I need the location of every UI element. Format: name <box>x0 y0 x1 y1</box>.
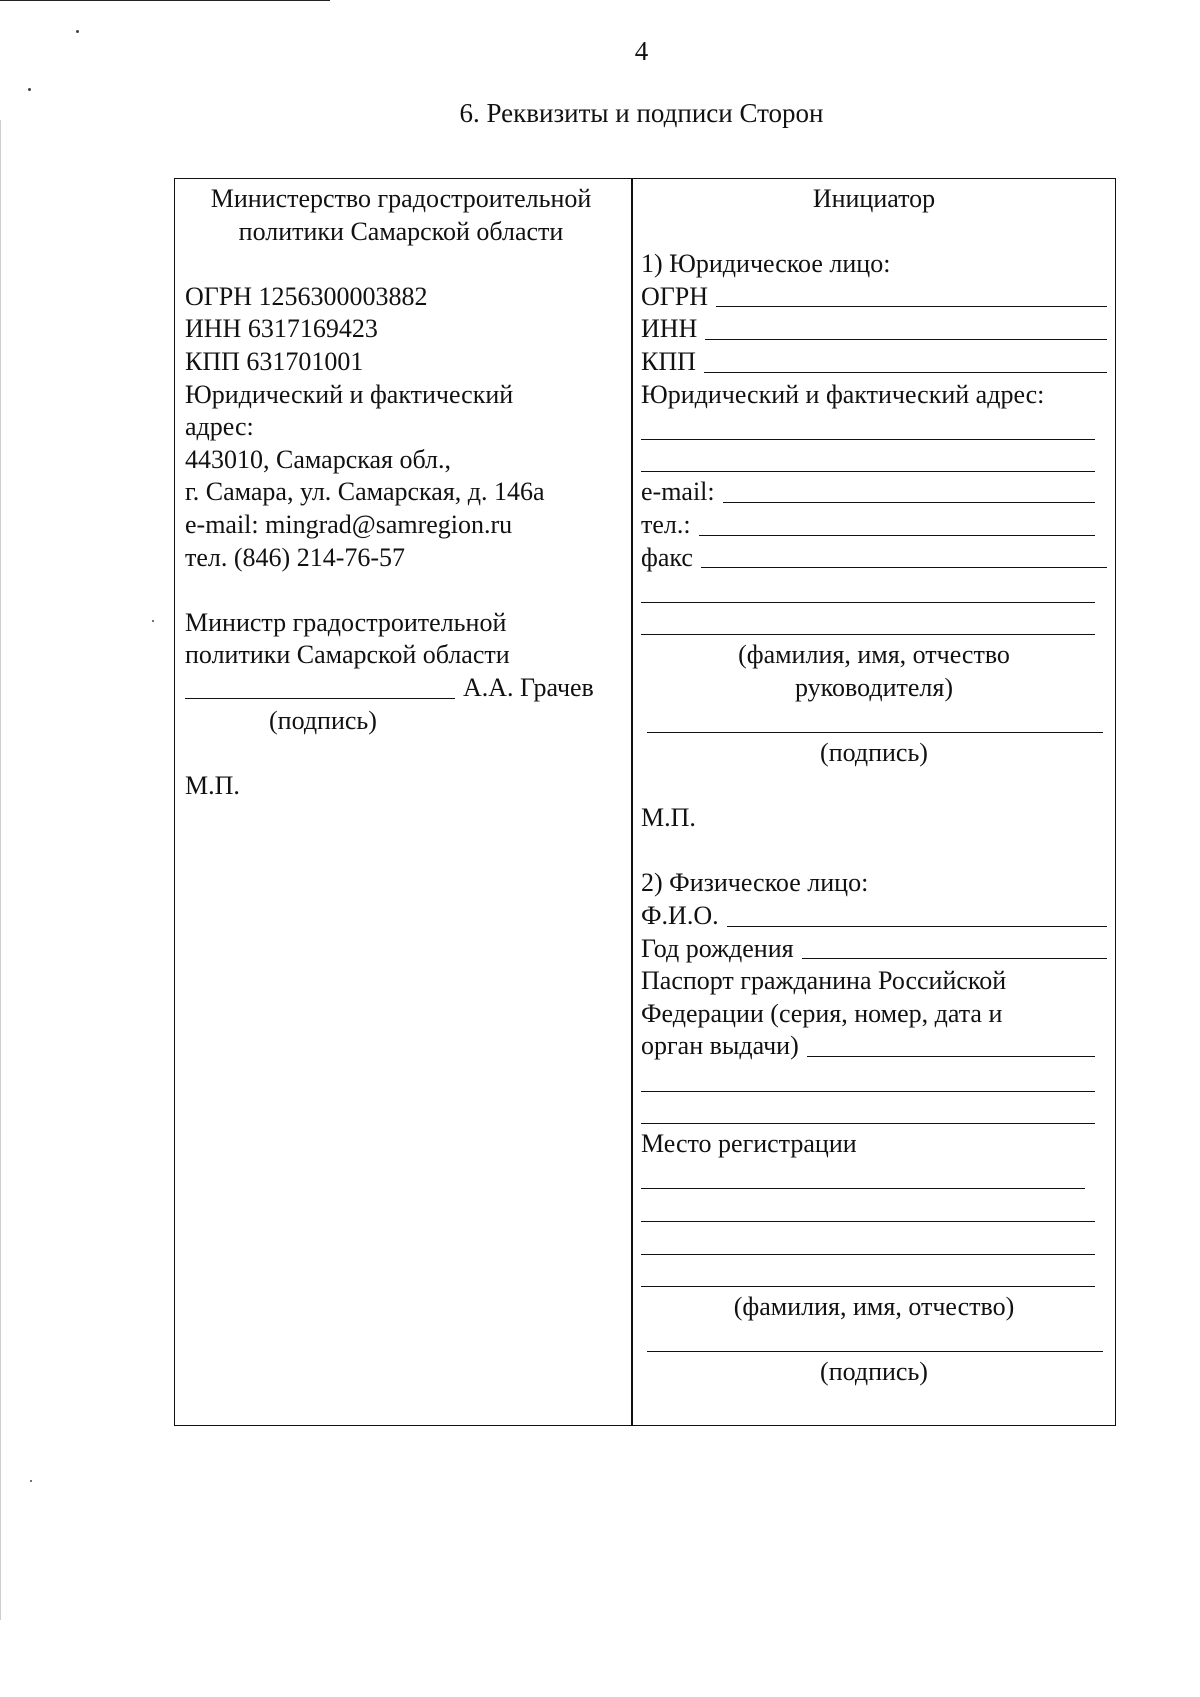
scan-speck <box>76 30 79 33</box>
individual-passport-blank[interactable] <box>807 1056 1095 1057</box>
individual-passport-blank-3[interactable] <box>641 1096 1107 1129</box>
individual-fio-field <box>641 900 1107 933</box>
individual-birth-year-label: Год рождения <box>641 933 794 963</box>
ministry-phone: тел. (846) 214-76-57 <box>185 542 406 572</box>
ministry-address-label-line1: Юридический и фактический <box>185 379 514 409</box>
ministry-stamp: М.П. <box>185 770 240 800</box>
legal-fax-blank[interactable] <box>701 567 1107 568</box>
individual-passport-field <box>641 1030 1107 1063</box>
legal-fax-field <box>641 542 1107 575</box>
individual-registration-blank-2[interactable] <box>641 1193 1107 1226</box>
ministry-address-line1: 443010, Самарская обл., <box>185 444 452 474</box>
legal-address-label: Юридический и фактический адрес: <box>641 379 1045 409</box>
individual-birth-year-field <box>641 933 1107 966</box>
legal-phone-blank[interactable] <box>699 535 1095 536</box>
ministry-inn: ИНН 6317169423 <box>185 314 378 344</box>
legal-kpp-label: КПП <box>641 346 696 376</box>
requisites-table <box>174 178 1116 1426</box>
legal-head-blank-1[interactable] <box>641 574 1107 607</box>
ministry-signer-line1: Министр градостроительной <box>185 607 507 637</box>
ministry-address-label-line2: адрес: <box>185 412 254 442</box>
scan-speck <box>30 1480 32 1482</box>
individual-name-caption: (фамилия, имя, отчество) <box>733 1292 1015 1322</box>
individual-registration-blank-3[interactable] <box>641 1226 1107 1259</box>
individual-registration-blank-1[interactable] <box>641 1161 1107 1194</box>
initiator-column <box>641 183 1107 1389</box>
spacer <box>185 737 617 770</box>
individual-passport-line2: Федерации (серия, номер, дата и <box>641 998 1003 1028</box>
individual-fio-label: Ф.И.О. <box>641 901 719 931</box>
individual-passport-line3: орган выдачи) <box>641 1031 799 1061</box>
legal-inn-label: ИНН <box>641 314 698 344</box>
spacer <box>641 770 1107 803</box>
page-number: 4 <box>634 36 649 66</box>
individual-registration-label: Место регистрации <box>641 1129 857 1159</box>
legal-head-blank-2[interactable] <box>641 607 1107 640</box>
individual-passport-blank-2[interactable] <box>641 1063 1107 1096</box>
legal-signature-caption: (подпись) <box>820 738 928 768</box>
individual-heading: 2) Физическое лицо: <box>641 868 869 898</box>
legal-inn-blank[interactable] <box>705 339 1107 340</box>
ministry-column <box>185 183 617 802</box>
legal-inn-field <box>641 313 1107 346</box>
column-divider <box>631 179 633 1425</box>
ministry-name-line1: Министерство градостроительной <box>210 184 592 213</box>
legal-ogrn-blank[interactable] <box>716 306 1107 307</box>
scan-speck <box>28 88 31 91</box>
scan-left-edge <box>0 120 1 1620</box>
legal-address-blank-1[interactable] <box>641 411 1107 444</box>
legal-fax-label: факс <box>641 542 693 572</box>
ministry-ogrn: ОГРН 1256300003882 <box>185 281 428 311</box>
spacer <box>185 248 617 281</box>
individual-signature-caption: (подпись) <box>820 1357 928 1387</box>
legal-head-caption-line2: руководителя) <box>795 672 953 702</box>
legal-entity-heading: 1) Юридическое лицо: <box>641 249 891 279</box>
legal-signature-blank[interactable] <box>641 705 1107 738</box>
individual-passport-line1: Паспорт гражданина Российской <box>641 966 1007 996</box>
spacer <box>641 216 1107 249</box>
legal-kpp-field <box>641 346 1107 379</box>
legal-phone-label: тел.: <box>641 509 691 539</box>
ministry-signer-line2: политики Самарской области <box>185 640 510 670</box>
individual-signature-blank[interactable] <box>641 1324 1107 1357</box>
ministry-email: e-mail: mingrad@samregion.ru <box>185 509 513 539</box>
legal-email-blank[interactable] <box>723 502 1095 503</box>
section-title: 6. Реквизиты и подписи Сторон <box>459 98 824 128</box>
individual-fio-blank[interactable] <box>727 926 1107 927</box>
ministry-kpp: КПП 631701001 <box>185 346 364 376</box>
ministry-signature-blank[interactable] <box>185 698 455 699</box>
individual-birth-year-blank[interactable] <box>802 958 1107 959</box>
spacer <box>185 574 617 607</box>
ministry-name-line2: политики Самарской области <box>238 216 564 246</box>
scan-top-rule <box>0 0 330 1</box>
legal-email-label: e-mail: <box>641 477 715 507</box>
legal-address-blank-2[interactable] <box>641 444 1107 477</box>
legal-stamp: М.П. <box>641 803 696 833</box>
legal-email-field <box>641 476 1107 509</box>
ministry-address-line2: г. Самара, ул. Самарская, д. 146а <box>185 477 545 507</box>
spacer <box>641 835 1107 868</box>
legal-head-caption-line1: (фамилия, имя, отчество <box>738 640 1010 670</box>
ministry-signature-row <box>185 672 617 705</box>
legal-ogrn-field <box>641 281 1107 314</box>
legal-phone-field <box>641 509 1107 542</box>
initiator-heading: Инициатор <box>812 184 936 213</box>
ministry-signature-caption: (подпись) <box>269 705 377 735</box>
scan-speck <box>152 620 154 622</box>
legal-kpp-blank[interactable] <box>704 372 1107 373</box>
ministry-signer-name: А.А. Грачев <box>463 672 594 702</box>
legal-ogrn-label: ОГРН <box>641 281 709 311</box>
individual-registration-blank-4[interactable] <box>641 1259 1107 1292</box>
